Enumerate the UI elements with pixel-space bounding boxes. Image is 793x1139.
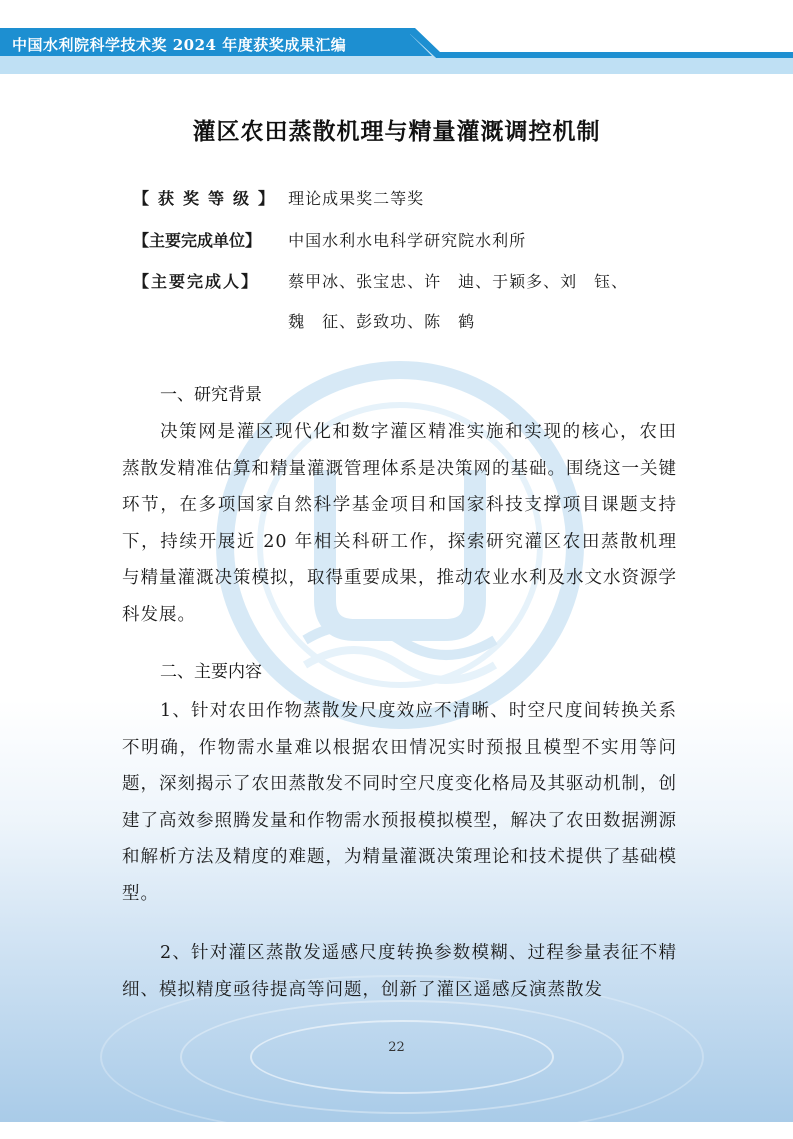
paragraph: 2、针对灌区蒸散发遥感尺度转换参数模糊、过程参量表征不精细、模拟精度亟待提高等问题，创新了灌区遥感反演蒸散发 — [122, 943, 677, 1000]
page-number: 22 — [388, 1040, 405, 1055]
section-heading-main-content: 二、主要内容 — [160, 662, 262, 682]
paragraph: 决策网是灌区现代化和数字灌区精准实施和实现的核心，农田蒸散发精准估算和精量灌溉管理体系是决策网的基础。围绕这一关键环节，在多项国家自然科学基金项目和国家科技支撑项目课题支持下，持续开展近 20 年相关科研工作，探索研究灌区农田蒸散机理与精量灌溉决策模拟，取得重要成果，推动农业水利及水文水资源学科发展。 — [122, 422, 677, 625]
meta-main-people-continued — [133, 310, 475, 334]
meta-value: 蔡甲冰、张宝忠、许 迪、于颖多、刘 钰、 — [288, 272, 629, 291]
meta-value: 中国水利水电科学研究院水利所 — [288, 231, 527, 250]
running-header-title: 中国水利院科学技术奖 2024 年度获奖成果汇编 — [12, 36, 347, 54]
meta-label: 【获奖等级】 — [133, 189, 284, 208]
meta-main-unit — [133, 229, 526, 253]
meta-value: 魏 征、彭致功、陈 鹤 — [288, 312, 476, 331]
document-title: 灌区农田蒸散机理与精量灌溉调控机制 — [192, 119, 601, 145]
paragraph: 1、针对农田作物蒸散发尺度效应不清晰、时空尺度间转换关系不明确，作物需水量难以根据农田情况实时预报且模型不实用等问题，深刻揭示了农田蒸散发不同时空尺度变化格局及其驱动机制，创建了高效参照腾发量和作物需水预报模拟模型，解决了农田数据溯源和解析方法及精度的难题，为精量灌溉决策理论和技术提供了基础模型。 — [122, 701, 677, 904]
section-heading-background: 一、研究背景 — [160, 385, 262, 405]
meta-award-level — [133, 187, 424, 211]
meta-label: 【主要完成人】 — [133, 272, 260, 291]
meta-value: 理论成果奖二等奖 — [288, 189, 425, 208]
meta-label: 【主要完成单位】 — [133, 231, 262, 250]
meta-main-people — [133, 270, 628, 294]
